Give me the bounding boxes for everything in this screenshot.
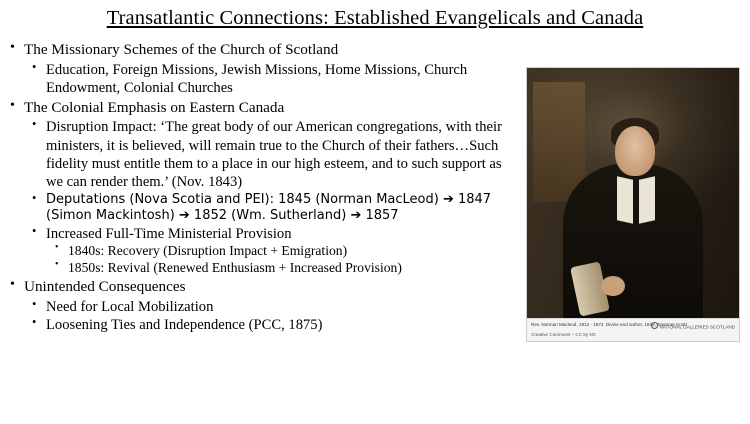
list-item-label: Loosening Ties and Independence (PCC, 1875) xyxy=(46,316,323,333)
copyright-icon xyxy=(651,322,658,329)
portrait-image xyxy=(527,68,739,318)
list-item-label: 1840s: Recovery (Disruption Impact + Emigration) xyxy=(68,242,348,258)
image-credit xyxy=(651,322,735,331)
list-item-label: Education, Foreign Missions, Jewish Missions, Home Missions, Church Endowment, Colonial Churches xyxy=(46,61,468,97)
list-item-label: Disruption Impact: ‘The great body of our American congregations, with their ministers, it is believed, will remain true to the Church of their fathers…Such fidelity must entitle them to a place in our high esteem, and to such support as we can render them.’ (Nov. 1843) xyxy=(46,119,502,191)
list-item-label: The Missionary Schemes of the Church of Scotland xyxy=(24,41,339,58)
list-item-label: Increased Full-Time Ministerial Provision xyxy=(46,225,292,242)
list-item xyxy=(6,40,746,60)
bullet-dot-icon: • xyxy=(32,223,37,238)
list-item-label: The Colonial Emphasis on Eastern Canada xyxy=(24,98,285,116)
portrait-collar-left xyxy=(617,176,633,223)
bullet-dot-icon: • xyxy=(10,276,15,292)
image-caption-line-2: Creative Commons – CC by NC xyxy=(531,331,597,337)
image-caption-line-1: Rev. Norman Macleod, 1812 - 1872. Divine and author, 1848, Taverner Knott xyxy=(531,322,687,327)
portrait-collar-right xyxy=(639,176,655,223)
image-caption xyxy=(527,318,739,341)
bullet-dot-icon: • xyxy=(32,117,37,132)
portrait-figure xyxy=(526,67,740,342)
list-item-label: Unintended Consequences xyxy=(24,277,186,295)
list-item-label: 1850s: Revival (Renewed Enthusiasm + Increased Provision) xyxy=(68,259,402,275)
list-item-label: Deputations (Nova Scotia and PEI): 1845 (Norman MacLeod) ➔ 1847 (Simon Mackintosh) ➔ 1852 (Wm. Sutherland) ➔ 1857 xyxy=(46,191,492,224)
portrait-face xyxy=(615,126,655,176)
bullet-dot-icon: • xyxy=(32,314,37,329)
portrait-hand xyxy=(601,276,625,296)
image-credit-label: NATIONAL GALLERIES SCOTLAND xyxy=(659,324,735,330)
page-title: Transatlantic Connections: Established Evangelicals and Canada xyxy=(106,7,644,29)
list-item-label: Need for Local Mobilization xyxy=(46,298,214,315)
bullet-dot-icon: • xyxy=(55,241,59,253)
bullet-dot-icon: • xyxy=(10,97,15,113)
bullet-dot-icon: • xyxy=(55,258,59,270)
bullet-dot-icon: • xyxy=(10,40,15,55)
bullet-dot-icon: • xyxy=(32,59,37,74)
bullet-dot-icon: • xyxy=(32,190,37,205)
bullet-dot-icon: • xyxy=(32,296,37,311)
